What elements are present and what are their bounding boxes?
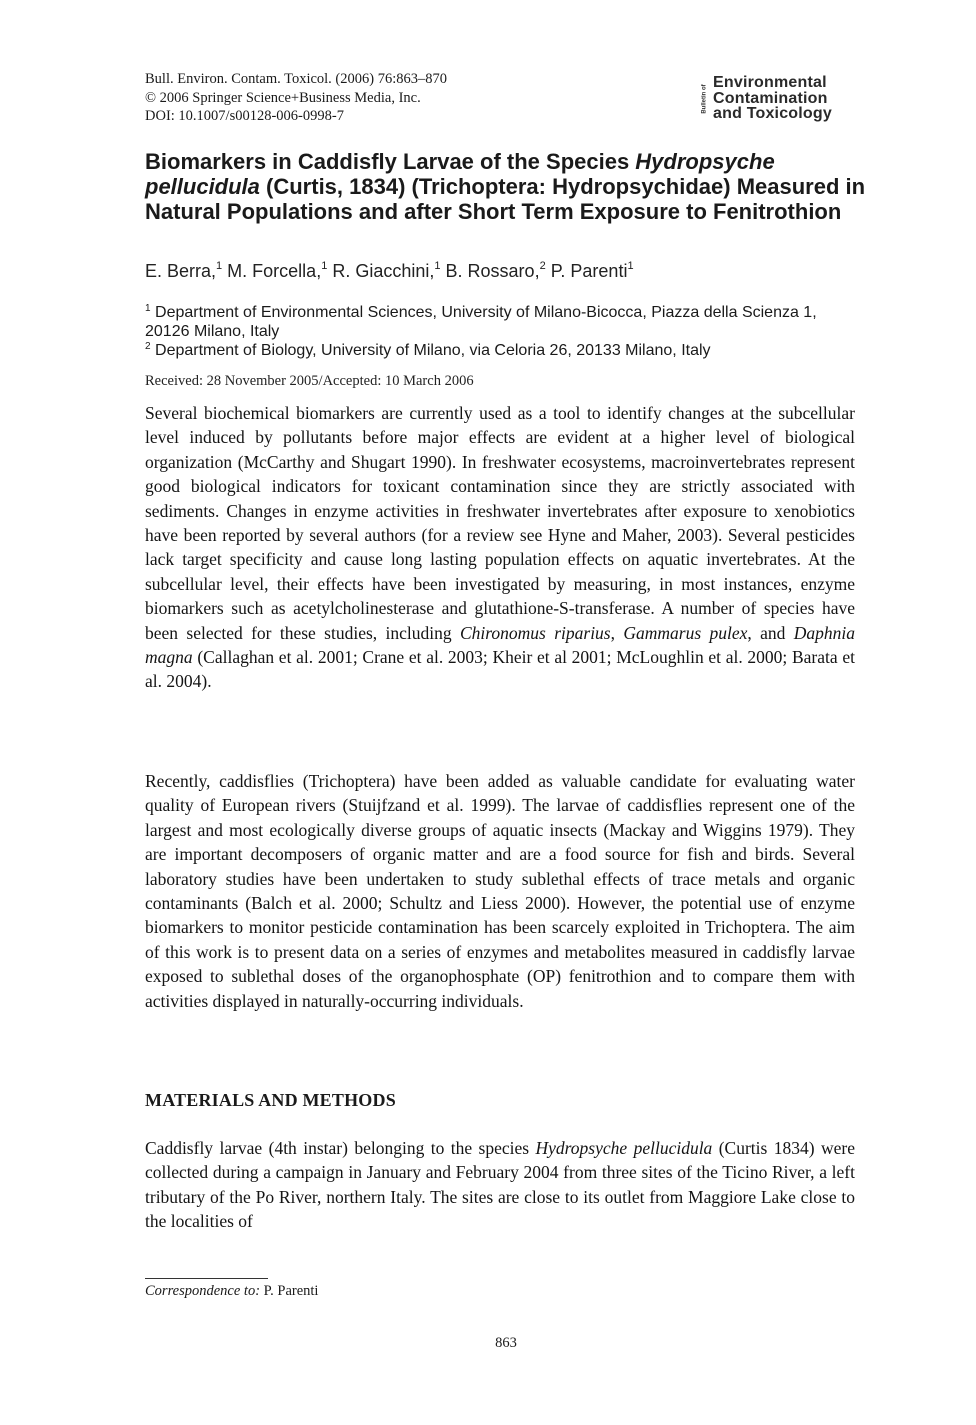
author: E. Berra,$^1$ [145, 260, 223, 281]
copyright-line: © 2006 Springer Science+Business Media, Inc. [145, 89, 421, 106]
species-name: Hydropsyche pellucidula [535, 1138, 713, 1158]
author: B. Rossaro,$^2$ [445, 260, 546, 281]
logo-line-3: and Toxicology [713, 105, 832, 122]
footnote-divider [145, 1278, 268, 1279]
body-paragraph-3: Caddisfly larvae (4th instar) belonging to the species Hydropsyche pellucidula (Curtis 1834) were collected during a campaign in January and February 2004 from three sites of the Ticino River, a left tributary of the Po River, northern Italy. The sites are close to its outlet from Maggiore Lake close to the localities of [145, 1138, 855, 1232]
page-number: 863 [495, 1335, 517, 1351]
affiliation: $^1$ Department of Environmental Sciences, University of Milano-Bicocca, Piazza della Scienza 1, 20126 Milano, Italy [145, 303, 817, 340]
species-name: Daphnia magna [145, 622, 856, 668]
doi-line: DOI: 10.1007/s00128-006-0998-7 [145, 108, 344, 124]
journal-header [145, 70, 447, 126]
paper-title [145, 149, 885, 224]
title-text-1: Biomarkers in Caddisfly Larvae of the Species [145, 149, 636, 174]
journal-logo [700, 75, 870, 123]
species-name: Gammarus pulex [623, 622, 748, 643]
author: M. Forcella,$^1$ [227, 260, 328, 281]
logo-line-2: Contamination [713, 89, 828, 107]
section-heading: MATERIALS AND METHODS [145, 1090, 396, 1110]
affiliations [145, 303, 865, 360]
author: P. Parenti$^1$ [550, 260, 634, 281]
body-paragraph-2: Recently, caddisflies (Trichoptera) have been added as valuable candidate for evaluating water quality of European rivers (Stuijfzand et al. 1999). The larvae of caddisflies represent one of the largest and most ecologically diverse groups of aquatic insects (Mackay and Wiggins 1979). They are important decomposers of organic matter and are a food source for fish and birds. Several laboratory studies have been undertaken to study sublethal effects of trace metals and organic contaminants (Balch et al. 2000; Schultz and Liess 2000). However, the potential use of enzyme biomarkers to monitor pesticide contamination has been scarcely exploited in Trichoptera. The aim of this work is to present data on a series of enzymes and metabolites measured in caddisfly larvae exposed to sublethal doses of the organophosphate (OP) fenitrothion and to compare them with activities displayed in naturally-occurring individuals. [145, 771, 855, 1011]
author-list [145, 259, 634, 283]
logo-wordmark [713, 75, 832, 122]
title-species: Hydropsyche pellucidula [145, 149, 775, 199]
species-name: Chironomus riparius [459, 622, 611, 643]
title-text-2: (Curtis, 1834) (Trichoptera: Hydropsychidae) Measured in Natural Populations and after Short Term Exposure to Fenitrothion [145, 174, 866, 224]
logo-line-1: Environmental [713, 74, 827, 91]
received-dates: Received: 28 November 2005/Accepted: 10 March 2006 [145, 373, 474, 389]
citation-line: Bull. Environ. Contam. Toxicol. (2006) 76:863–870 [145, 71, 447, 87]
author: R. Giacchini,$^1$ [332, 260, 441, 281]
body-paragraph-1: Several biochemical biomarkers are currently used as a tool to identify changes at the subcellular level induced by pollutants before major effects are evident at a higher level of biological organization (McCarthy and Shugart 1990). In freshwater ecosystems, macroinvertebrates represent good biological indicators for toxicant contamination since they are strictly associated with sediments. Changes in enzyme activities in freshwater invertebrates after exposure to xenobiotics have been reported by several authors (for a review see Hyne and Maher, 2003). Several pesticides lack target specificity and cause long lasting population effects on aquatic invertebrates. At the subcellular level, their effects have been investigated by measuring, in most instances, enzyme biomarkers such as acetylcholinesterase and glutathione-S-transferase. A number of species have been selected for these studies, including Chironomus riparius, Gammarus pulex, and Daphnia magna (Callaghan et al. 2001; Crane et al. 2003; Kheir et al 2001; McLoughlin et al. 2000; Barata et al. 2004). [145, 403, 856, 692]
correspondence-footnote: Correspondence to: P. Parenti [145, 1283, 319, 1299]
affiliation: $^2$ Department of Biology, University of Milano, via Celoria 26, 20133 Milano, Italy [145, 341, 711, 359]
logo-side-text: Bulletin of [701, 84, 708, 114]
